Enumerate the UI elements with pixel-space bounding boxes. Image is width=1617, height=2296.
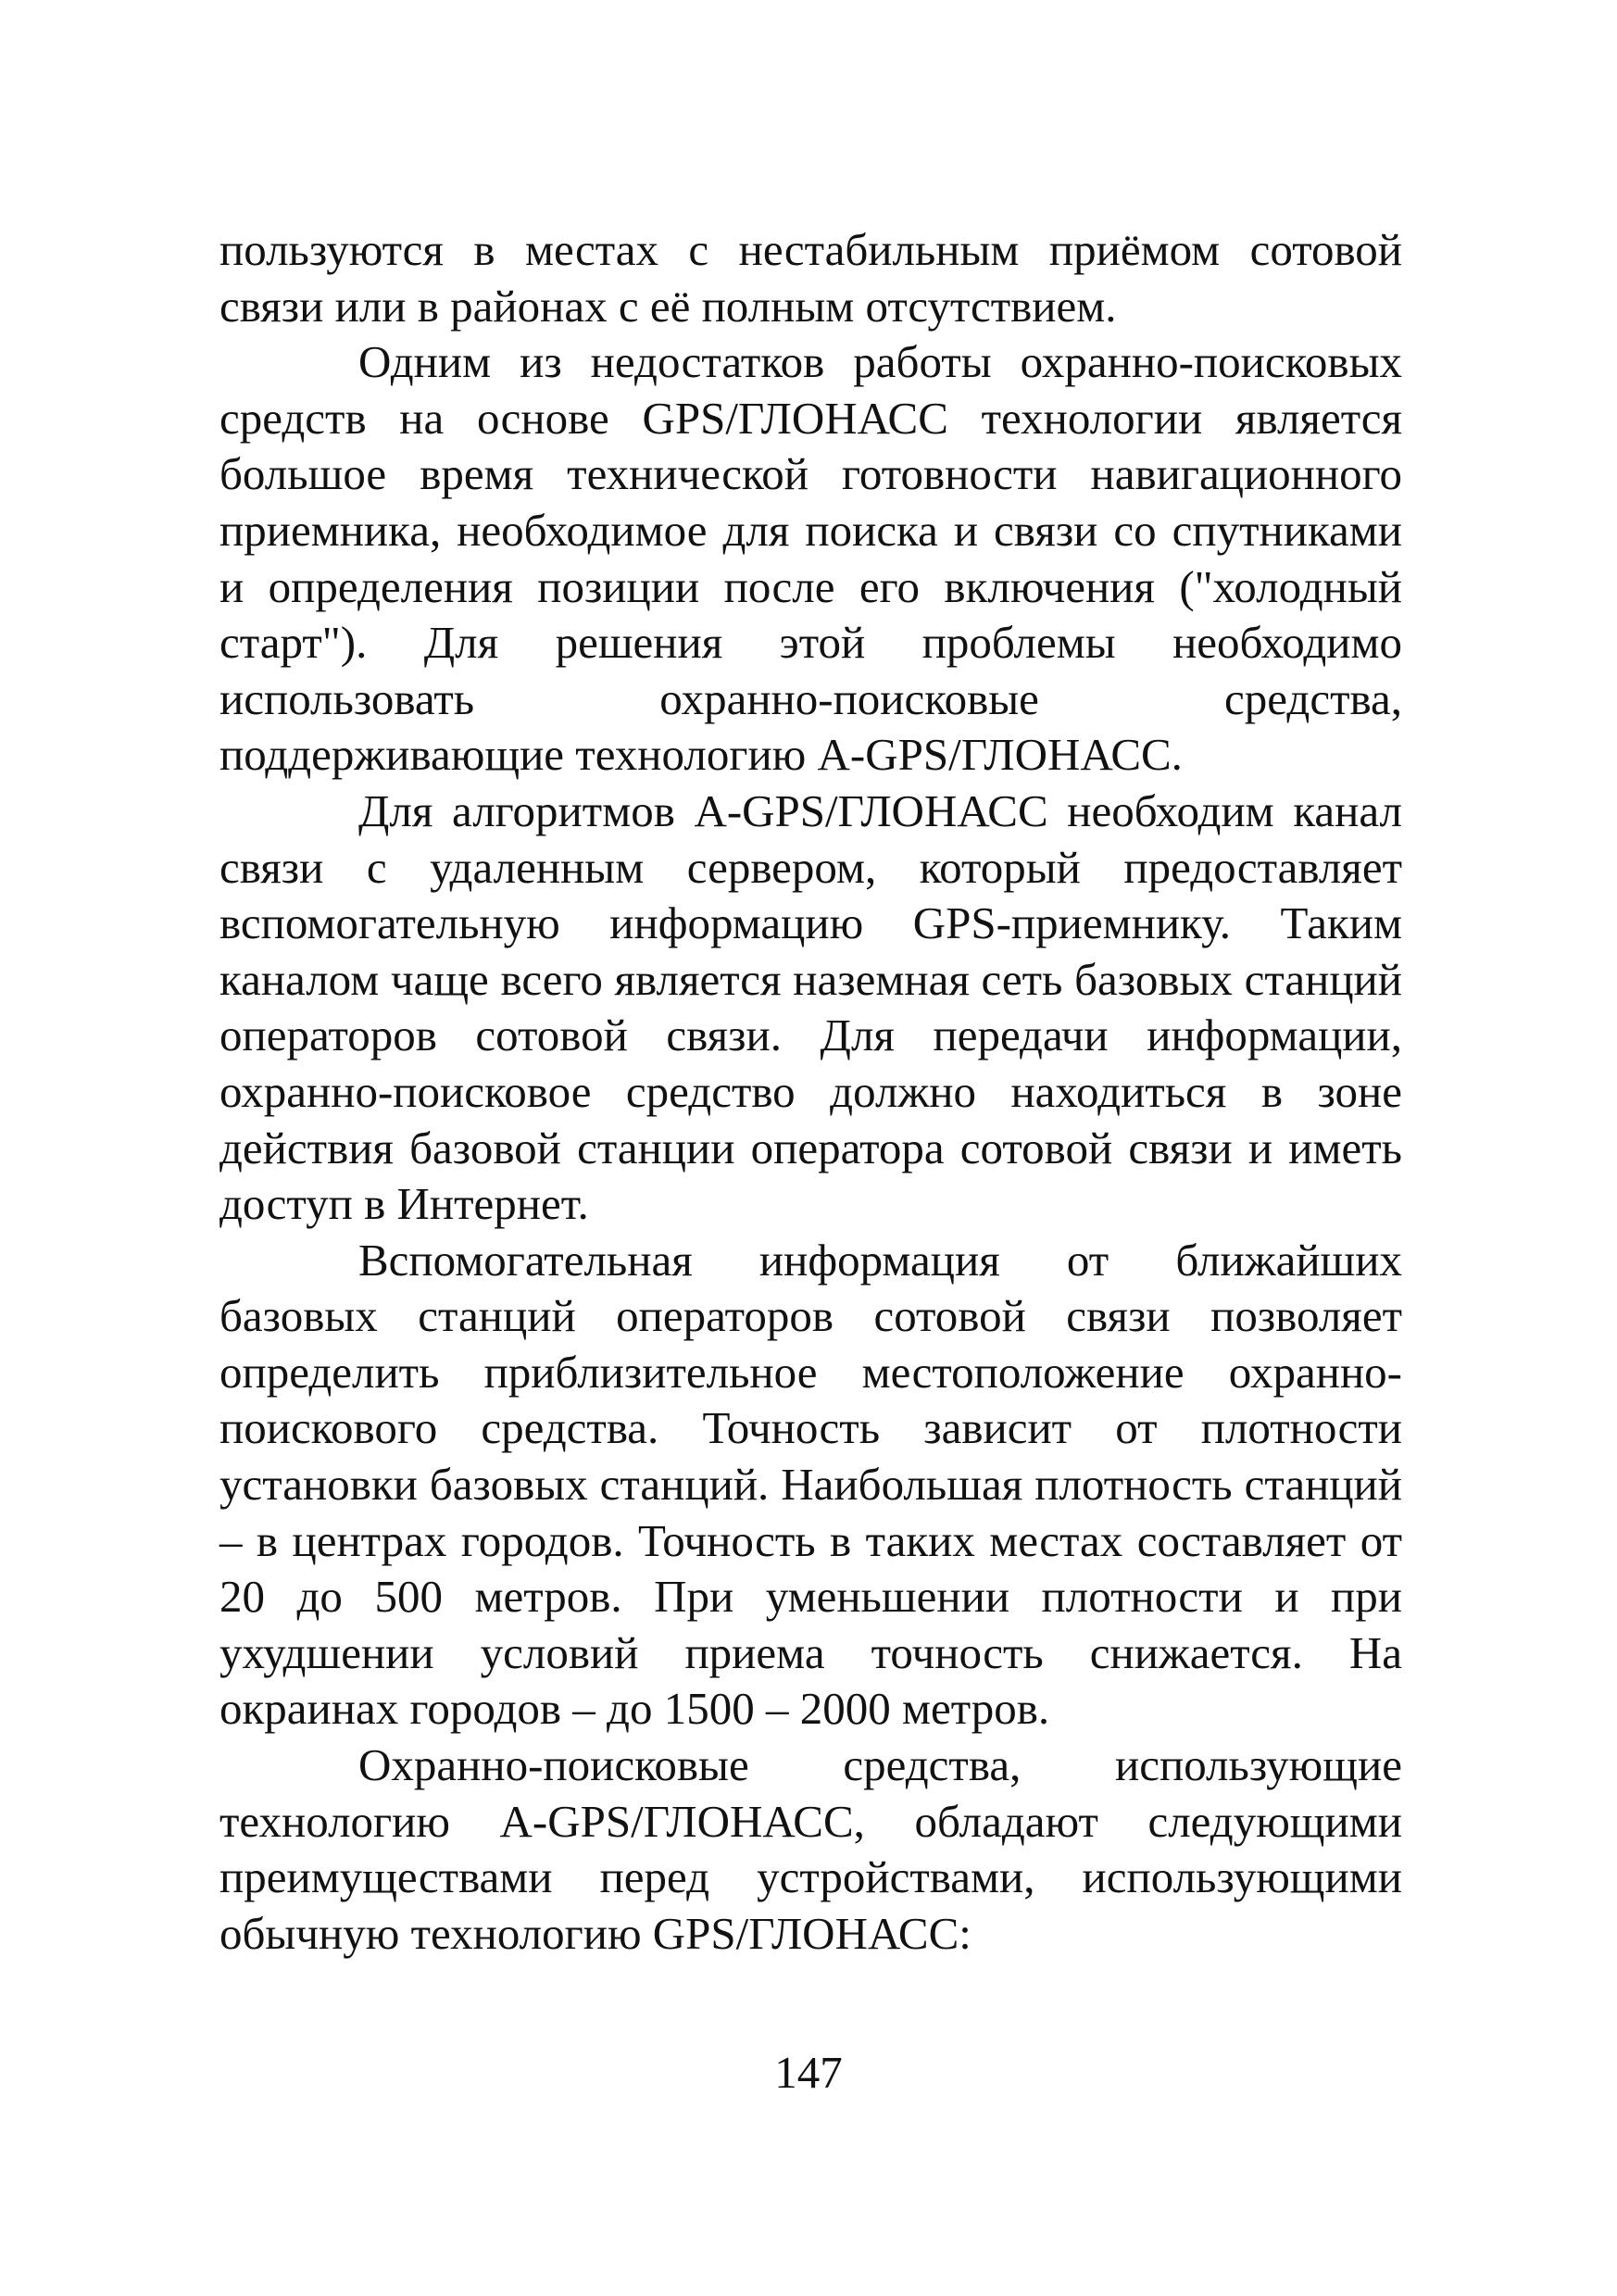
paragraph-gps-drawback: Одним из недостатков работы охранно-поисковых средств на основе GPS/ГЛОНАСС технологии является большое время технической готовности навигационного приемника, необходимое для поиска и связи со спутниками и определения позиции после его включения ("холодный старт"). Для решения этой проблемы необходимо использовать охранно-поисковые средства, поддерживающие технологию A-GPS/ГЛОНАСС. bbox=[219, 336, 1402, 781]
body-text bbox=[219, 222, 1402, 1962]
paragraph-accuracy: Вспомогательная информация от ближайших базовых станций операторов сотовой связи позволяет определить приблизительное местоположение охранно-поискового средства. Точность зависит от плотности установки базовых станций. Наибольшая плотность станций – в центрах городов. Точность в таких местах составляет от 20 до 500 метров. При уменьшении плотности и при ухудшении условий приема точность снижается. На окраинах городов – до 1500 – 2000 метров. bbox=[219, 1234, 1402, 1735]
paragraph-advantages: Охранно-поисковые средства, использующие технологию A-GPS/ГЛОНАСС, обладают следующими преимуществами перед устройствами, использующими обычную технологию GPS/ГЛОНАСС: bbox=[219, 1739, 1402, 1959]
paragraph-continuation: пользуются в местах с нестабильным приёмом сотовой связи или в районах с её полным отсутствием. bbox=[219, 224, 1402, 332]
page-number: 147 bbox=[774, 2047, 843, 2098]
paragraph-agps-channel: Для алгоритмов A-GPS/ГЛОНАСС необходим канал связи с удаленным сервером, который предоставляет вспомогательную информацию GPS-приемнику. Таким каналом чаще всего является наземная сеть базовых станций операторов сотовой связи. Для передачи информации, охранно-поисковое средство должно находиться в зоне действия базовой станции оператора сотовой связи и иметь доступ в Интернет. bbox=[219, 784, 1402, 1230]
